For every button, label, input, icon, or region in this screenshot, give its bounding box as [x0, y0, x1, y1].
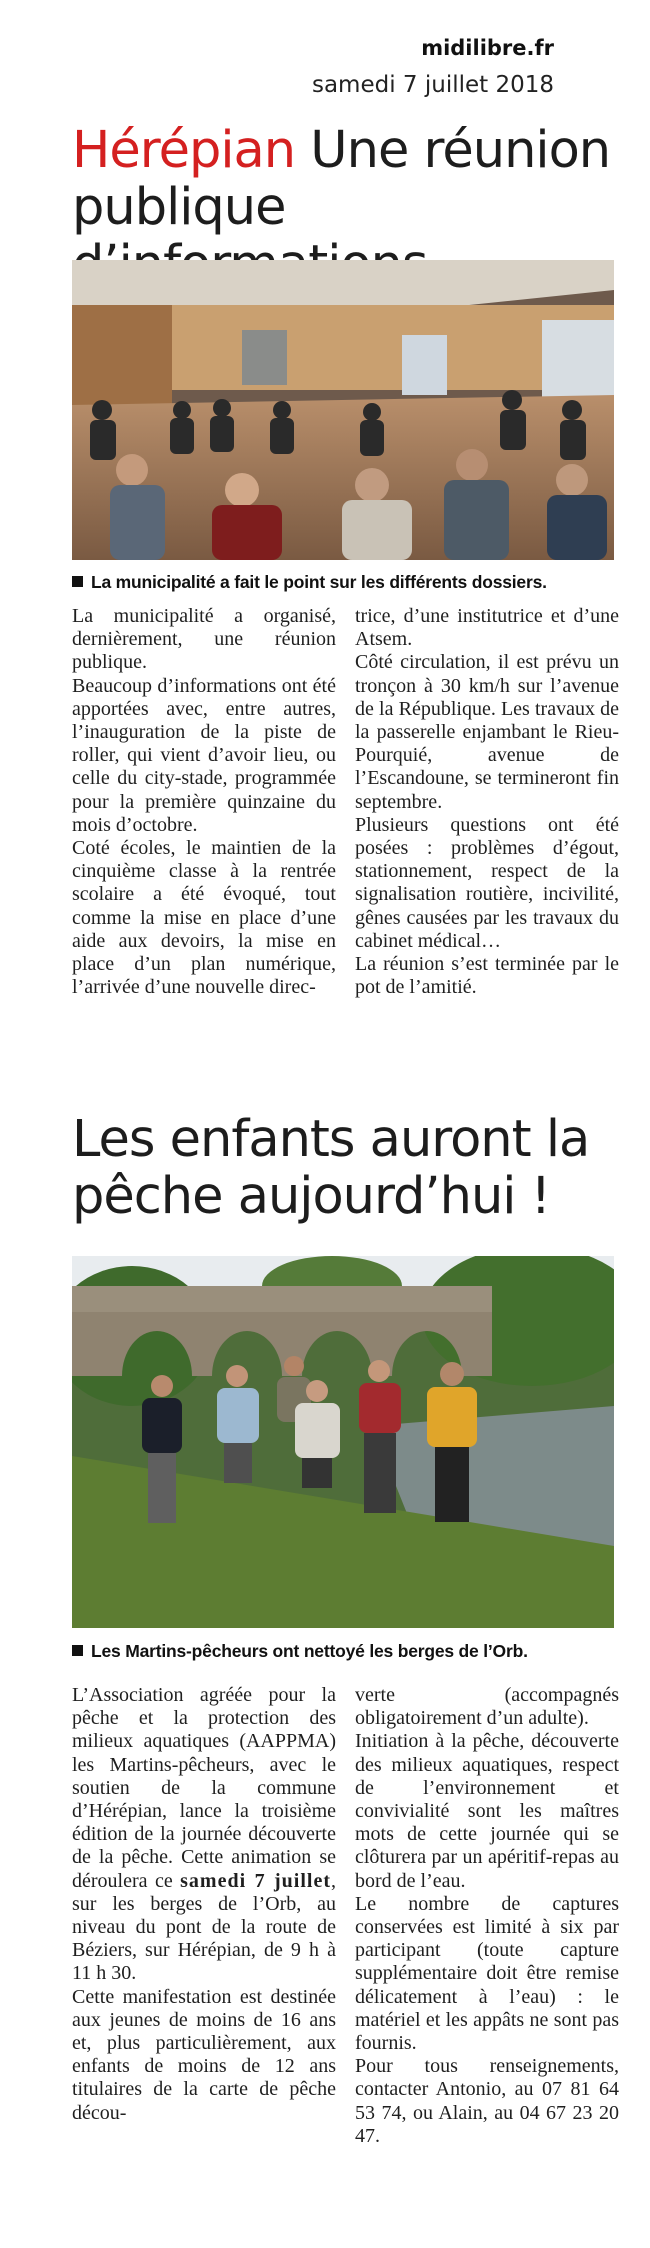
article2-paragraph: [72, 1684, 336, 1986]
article2-column-2: [355, 1684, 619, 2148]
article2-paragraph: Initiation à la pêche, découverte des milieux aquatiques, respect de l’environnement et convivialité sont les maîtres mots de cette journée qui se clôturera par un apéritif-repas au bord de l’eau.: [355, 1730, 619, 1892]
article1-headline-place: Hérépian: [72, 121, 296, 180]
article1-paragraph: trice, d’une institutrice et d’une Atsem.: [355, 605, 619, 651]
article1-paragraph: Plusieurs questions ont été posées : problèmes d’égout, stationnement, respect de la signalisation routière, incivilité, gênes causées par les travaux du cabinet médical…: [355, 813, 619, 952]
article2-paragraph: verte (accompagnés obligatoirement d’un adulte).: [355, 1684, 619, 1730]
article2-paragraph: Pour tous renseignements, contacter Antonio, au 07 81 64 53 74, ou Alain, au 04 67 23 20 47.: [355, 2055, 619, 2147]
article1-paragraph: Beaucoup d’informations ont été apportées avec, entre autres, l’inauguration de la piste de roller, qui vient d’avoir lieu, ou celle du city-stade, programmée pour la première quinzaine du mois d’octobre.: [72, 674, 336, 836]
article1-column-1: [72, 605, 336, 999]
article2-caption: Les Martins-pêcheurs ont nettoyé les berges de l’Orb.: [72, 1641, 632, 1662]
article1-paragraph: Côté circulation, il est prévu un tronçon à 30 km/h sur l’avenue de la République. Les travaux de la passerelle enjambant le Rieu-Pourquié, avenue de l’Escandoune, se termineront fin septembre.: [355, 651, 619, 813]
publication-date: samedi 7 juillet 2018: [311, 72, 554, 98]
article2-photo: [72, 1256, 614, 1628]
article2-text: , sur les berges de l’Orb, au niveau du pont de la route de Béziers, sur Hérépian, de 9 h à 11 h 30.: [72, 1869, 336, 1985]
article2-headline: Les enfants auront la pêche aujourd’hui !: [72, 1110, 590, 1227]
article1-paragraph: Coté écoles, le maintien de la cinquième classe à la rentrée scolaire a été évoqué, tout comme la mise en place d’une aide aux devoirs, la mise en place d’un plan numérique, l’arrivée d’une nouvelle direc-: [72, 837, 336, 999]
article1-caption: La municipalité a fait le point sur les différents dossiers.: [72, 572, 632, 593]
article1-photo: [72, 260, 614, 560]
article1-column-2: [355, 605, 619, 999]
river-bank-image: [72, 1256, 614, 1628]
article1-headline-rest: Une réunion publique: [72, 121, 611, 238]
article2-paragraph: Cette manifestation est destinée aux jeunes de moins de 16 ans et, plus particulièrement, aux enfants de moins de 12 ans titulaires de la carte de pêche décou-: [72, 1985, 336, 2124]
article2-column-1: [72, 1684, 336, 2125]
article1-paragraph: La municipalité a organisé, dernièrement, une réunion publique.: [72, 605, 336, 674]
article1-paragraph: La réunion s’est terminée par le pot de l’amitié.: [355, 953, 619, 999]
event-date: samedi 7 juillet: [180, 1869, 331, 1892]
meeting-room-image: [72, 260, 614, 560]
site-source: midilibre.fr: [421, 36, 554, 60]
article2-paragraph: Le nombre de captures conservées est limité à six par participant (toute capture supplémentaire doit être remise délicatement à l’eau) : le matériel et les appâts ne sont pas fournis.: [355, 1892, 619, 2055]
article2-text: L’Association agréée pour la pêche et la protection des milieux aquatiques (AAPPMA) les Martins-pêcheurs, avec le soutien de la commune d’Hérépian, lance la troisième édition de la journée découverte de la pêche. Cette animation se déroulera ce: [72, 1684, 336, 1892]
